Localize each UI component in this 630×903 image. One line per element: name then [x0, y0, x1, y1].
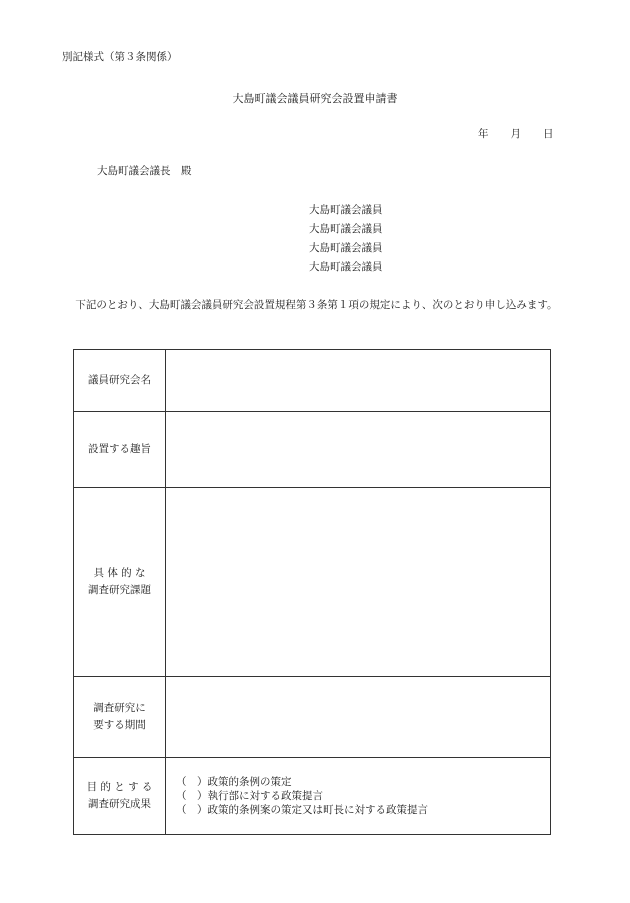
field-study-group-name[interactable] — [166, 350, 551, 412]
table-row — [74, 488, 551, 677]
applicant-line: 大島町議会議員 — [309, 242, 383, 254]
date-line — [478, 126, 554, 141]
application-table — [73, 349, 551, 835]
outcome-option-draft-or-proposal[interactable]: （ ）政策的条例案の策定又は町長に対する政策提言 — [176, 804, 428, 816]
outcome-option-ordinance[interactable]: （ ）政策的条例の策定 — [176, 776, 292, 788]
label-research-period: 調査研究に 要する期間 — [74, 677, 166, 758]
field-research-period[interactable] — [166, 677, 551, 758]
field-research-topic[interactable] — [166, 488, 551, 677]
date-year: 年 — [478, 128, 489, 140]
applicant-line: 大島町議会議員 — [309, 261, 383, 273]
addressee: 大島町議会議長 殿 — [97, 165, 192, 177]
table-row — [74, 350, 551, 412]
applicant-line: 大島町議会議員 — [309, 223, 383, 235]
field-intended-outcome — [166, 758, 551, 835]
date-month: 月 — [510, 128, 521, 140]
applicant-line: 大島町議会議員 — [309, 204, 383, 216]
label-intended-outcome: 目 的 と す る 調査研究成果 — [74, 758, 166, 835]
label-research-topic: 具 体 的 な 調査研究課題 — [74, 488, 166, 677]
body-text — [62, 295, 572, 315]
table-row — [74, 677, 551, 758]
outcome-option-policy-proposal[interactable]: （ ）執行部に対する政策提言 — [176, 790, 323, 802]
field-purpose[interactable] — [166, 412, 551, 488]
date-day: 日 — [543, 128, 554, 140]
form-reference: 別記様式（第３条関係） — [62, 51, 178, 63]
table-row — [74, 758, 551, 835]
document-title: 大島町議会議員研究会設置申請書 — [232, 92, 398, 105]
label-purpose: 設置する趣旨 — [74, 412, 166, 488]
applicant-list — [309, 201, 383, 277]
body-text-content: 下記のとおり、大島町議会議員研究会設置規程第３条第１項の規定により、次のとおり申し込みます。 — [75, 299, 558, 311]
label-study-group-name: 議員研究会名 — [74, 350, 166, 412]
table-row — [74, 412, 551, 488]
